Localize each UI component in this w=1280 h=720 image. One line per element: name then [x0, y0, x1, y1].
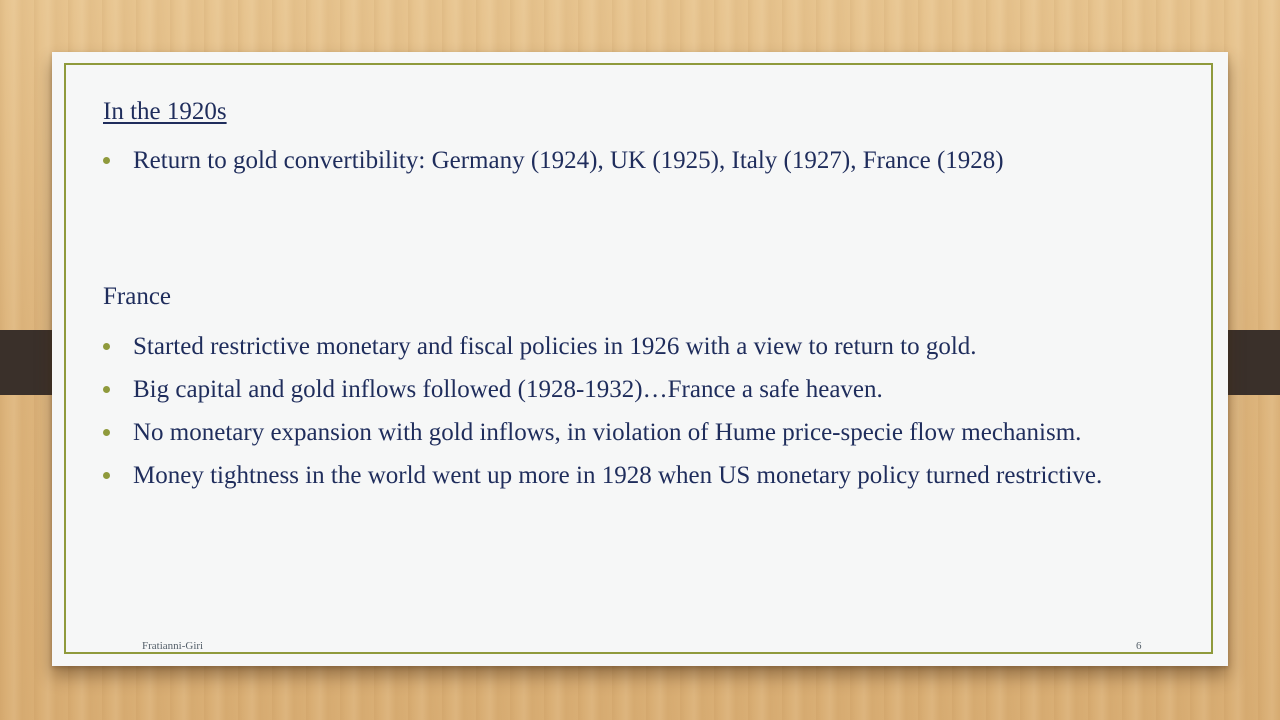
slide [52, 52, 1228, 666]
slide-content [52, 52, 1228, 666]
bullet-dot-icon [103, 343, 110, 350]
bullet-list-france [103, 332, 1163, 504]
bullet-text: Money tightness in the world went up more in 1928 when US monetary policy turned restrictive. [133, 462, 1103, 489]
bullet-text: No monetary expansion with gold inflows, in violation of Hume price-specie flow mechanism. [133, 419, 1082, 446]
bullet-dot-icon [103, 429, 110, 436]
bullet-text: Return to gold convertibility: Germany (1924), UK (1925), Italy (1927), France (1928) [133, 147, 1004, 174]
bullet-dot-icon [103, 157, 110, 164]
page-number: 6 [1136, 640, 1142, 652]
bullet-text: Started restrictive monetary and fiscal policies in 1926 with a view to return to gold. [133, 333, 977, 360]
wood-band-left [0, 330, 60, 395]
bullet-list-1920s [103, 146, 1163, 189]
section-heading-france: France [103, 283, 172, 310]
bullet-text: Big capital and gold inflows followed (1928-1932)…France a safe heaven. [133, 376, 883, 403]
list-item [103, 375, 1163, 404]
list-item [103, 418, 1163, 447]
bullet-dot-icon [103, 386, 110, 393]
list-item [103, 332, 1163, 361]
footer-author: Fratianni-Giri [142, 640, 204, 652]
list-item [103, 146, 1163, 175]
list-item [103, 461, 1163, 490]
bullet-dot-icon [103, 472, 110, 479]
section-heading-1920s: In the 1920s [103, 98, 227, 125]
